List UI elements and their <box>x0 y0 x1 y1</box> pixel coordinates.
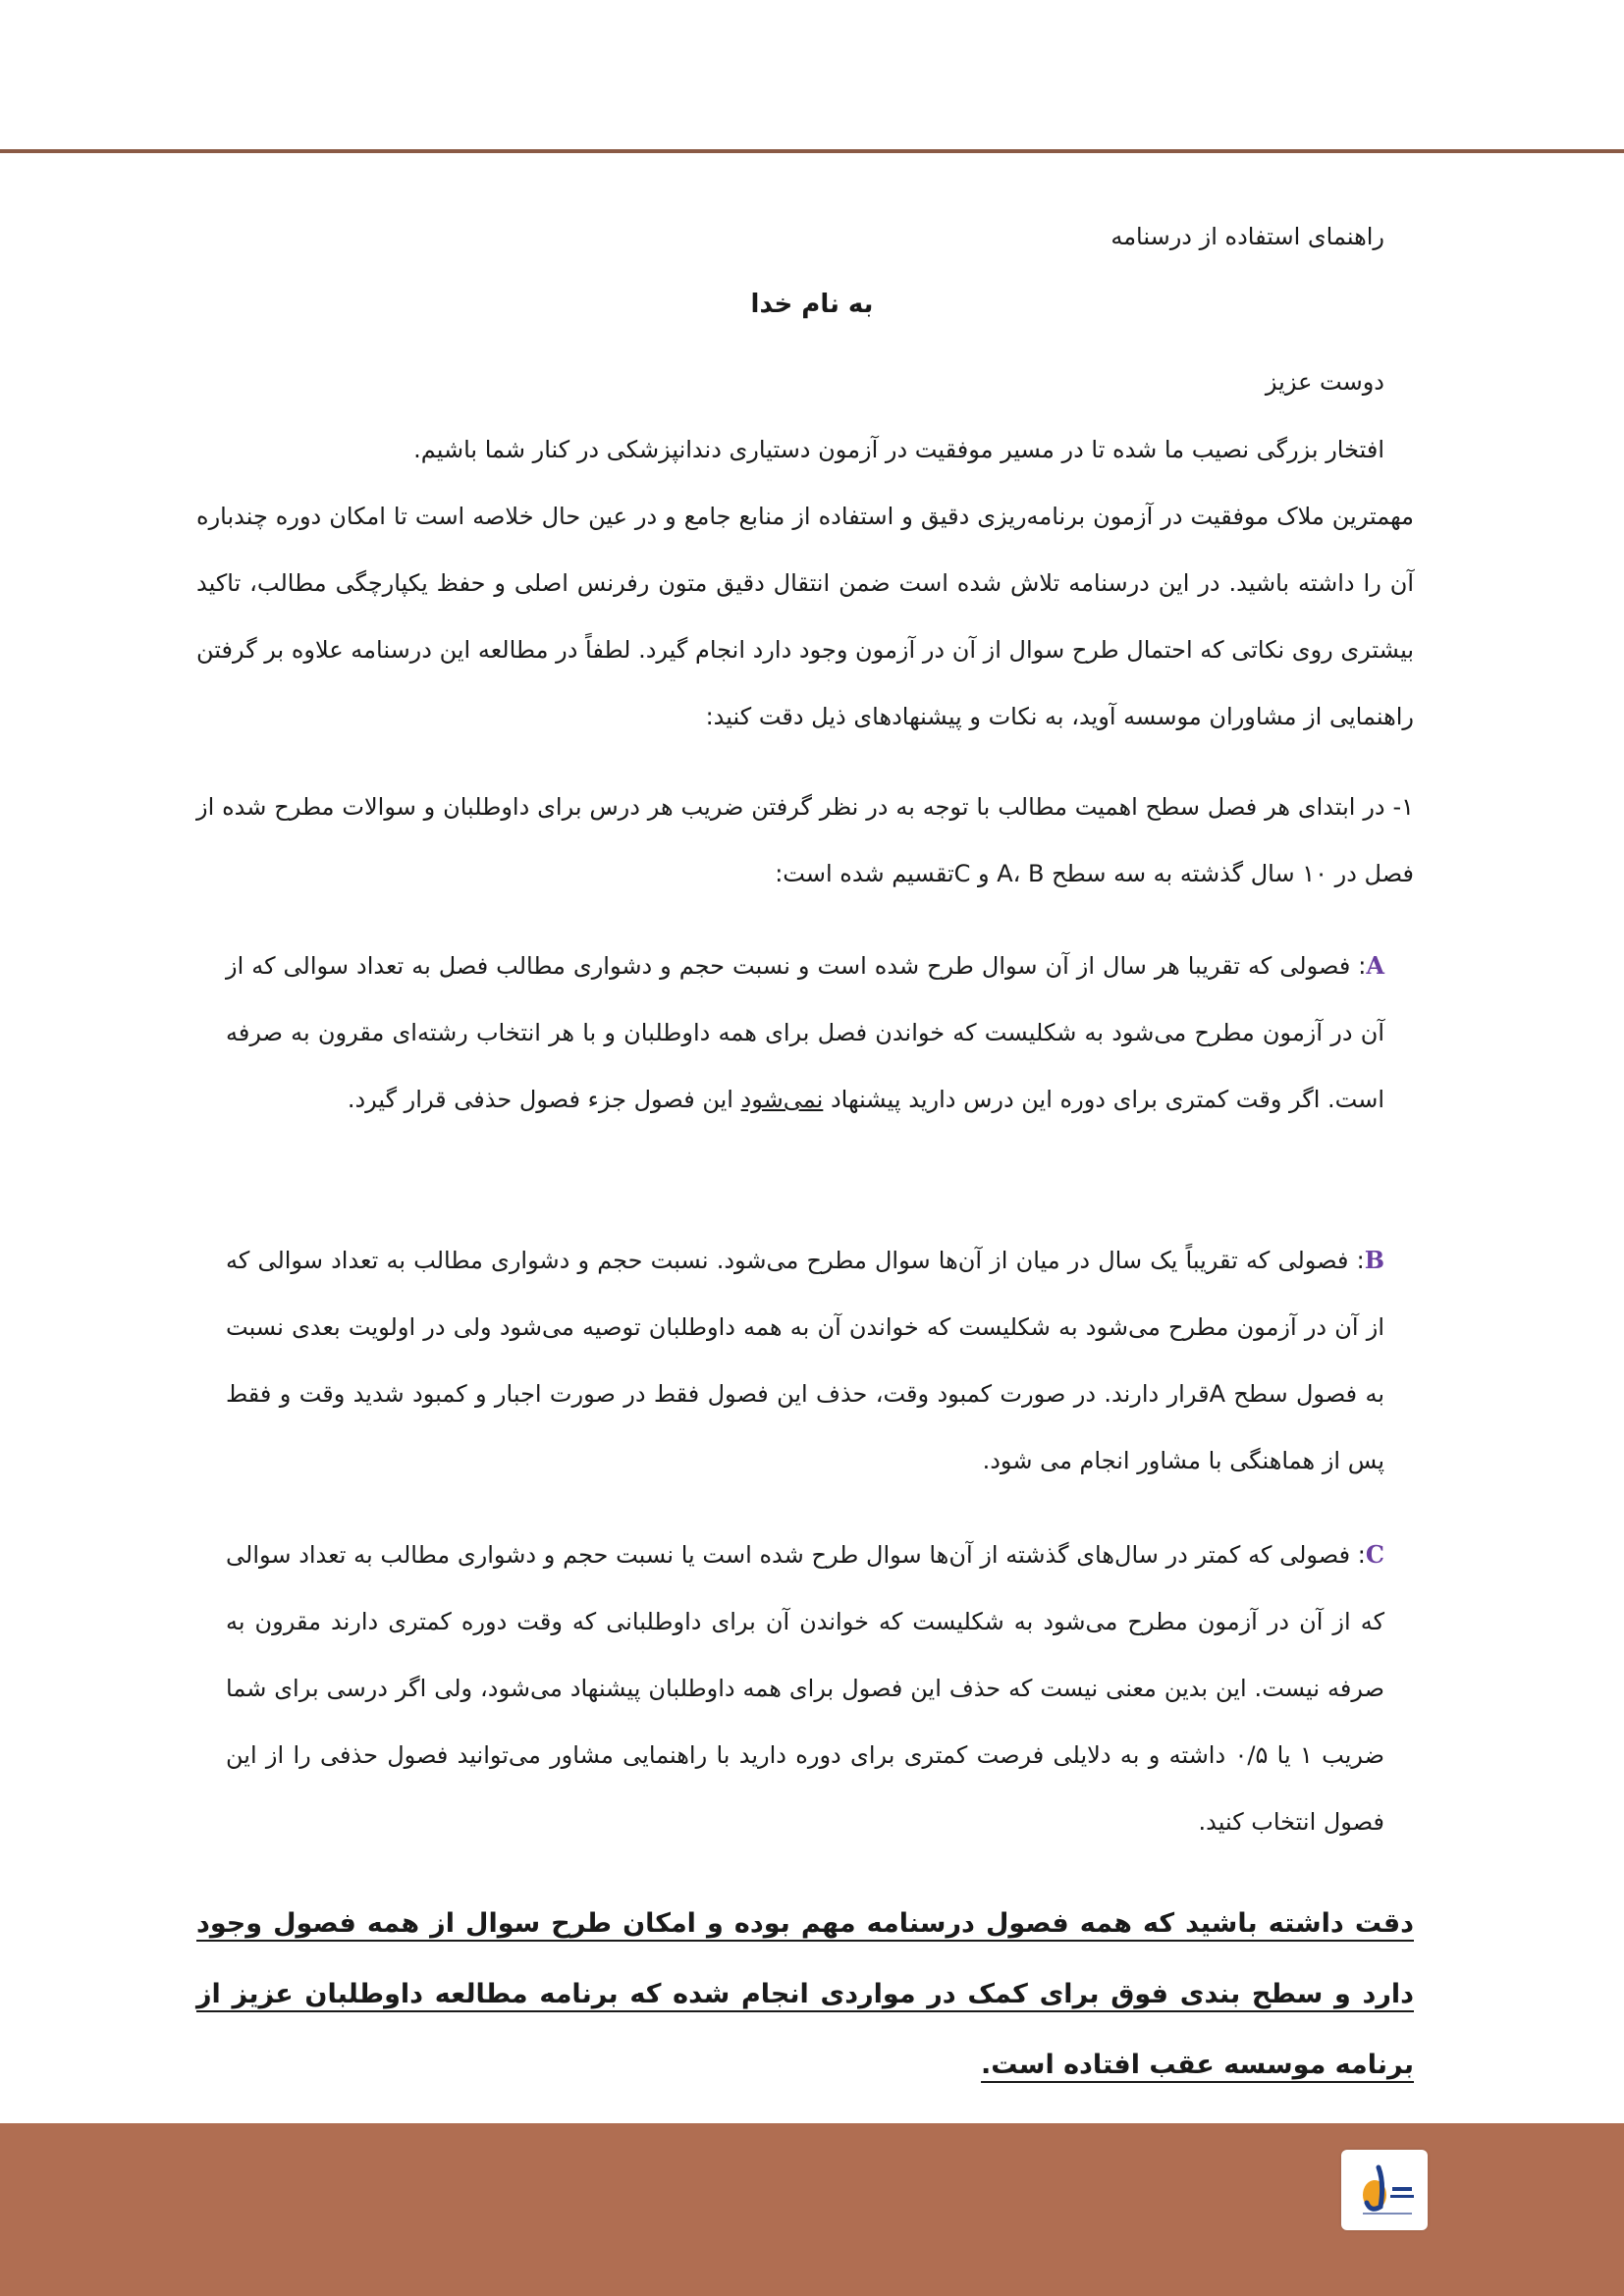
level-b-paragraph <box>226 1227 1384 1494</box>
logo-graphic <box>1341 2150 1428 2230</box>
avid-logo-icon <box>1341 2150 1428 2230</box>
level-c-letter: C <box>1365 1540 1384 1569</box>
level-a-text: : فصولی که تقریبا هر سال از آن سوال طرح شده است و نسبت حجم و دشواری مطالب فصل به تعداد سوالی که از آن در آزمون مطرح می‌شود به شکلیست که خواندن فصل برای همه داوطلبان و با هر انتخاب رشته‌ای مقرون به صرفه است. اگر وقت کمتری برای دوره این درس دارید پیشنهاد <box>226 952 1384 1113</box>
level-a-letter: A <box>1366 951 1384 980</box>
level-a-text-end: این فصول جزء فصول حذفی قرار گیرد. <box>347 1086 741 1113</box>
level-a-underlined: نمی‌شود <box>740 1086 824 1113</box>
greeting: دوست عزیز <box>1265 368 1384 396</box>
level-b-letter: B <box>1364 1246 1384 1274</box>
level-c-text: : فصولی که کمتر در سال‌های گذشته از آن‌ها سوال طرح شده است یا نسبت حجم و دشواری مطالب به تعداد سوالی که از آن در آزمون مطرح می‌شود به شکلیست که خواندن آن برای داوطلبانی که وقت دوره کمتری دارند مقرون به صرفه نیست. این بدین معنی نیست که حذف این فصول برای همه داوطلبان پیشنهاد می‌شود، ولی اگر درسی برای شما ضریب ۱ یا ۰/۵ داشته و به دلایلی فرصت کمتری برای دوره دارید با راهنمایی مشاور می‌توانید فصول حذفی را از این فصول انتخاب کنید. <box>226 1541 1384 1836</box>
final-note-text: دقت داشته باشید که همه فصول درسنامه مهم بوده و امکان طرح سوال از همه فصول وجود دارد و سطح بندی فوق برای کمک در مواردی انجام شده که برنامه مطالعه داوطلبان عزیز از برنامه موسسه عقب افتاده است. <box>196 1908 1414 2080</box>
intro-paragraph-1: افتخار بزرگی نصیب ما شده تا در مسیر موفقیت در آزمون دستیاری دندانپزشکی در کنار شما باشیم. <box>413 436 1384 463</box>
intro-paragraph-2: مهمترین ملاک موفقیت در آزمون برنامه‌ریزی دقیق و استفاده از منابع جامع و در عین حال خلاصه است تا امکان دوره چندباره آن را داشته باشید. در این درسنامه تلاش شده است ضمن انتقال دقیق متون رفرنس اصلی و حفظ یکپارچگی مطالب، تاکید بیشتری روی نکاتی که احتمال طرح سوال از آن در آزمون وجود دارد انجام گیرد. لطفاً در مطالعه این درسنامه علاوه بر گرفتن راهنمایی از مشاوران موسسه آوید، به نکات و پیشنهادهای ذیل دقت کنید: <box>196 503 1414 730</box>
level-a-paragraph <box>226 933 1384 1133</box>
level-b-text: : فصولی که تقریباً یک سال در میان از آن‌ها سوال مطرح می‌شود. نسبت حجم و دشواری مطالب به تعداد سوالی که از آن در آزمون مطرح می‌شود به شکلیست که خواندن آن به همه داوطلبان توصیه می‌شود ولی در اولویت بعدی نسبت به فصول سطح Aقرار دارند. در صورت کمبود وقت، حذف این فصول فقط در صورت اجبار و کمبود شدید وقت و فقط پس از هماهنگی با مشاور انجام می شود. <box>226 1247 1384 1474</box>
basmala-heading: به نام خدا <box>750 290 874 319</box>
final-note <box>196 1889 1414 2101</box>
header-rule <box>0 149 1624 153</box>
document-header-title: راهنمای استفاده از درسنامه <box>1110 223 1384 250</box>
numbered-item-1: ۱- در ابتدای هر فصل سطح اهمیت مطالب با توجه به در نظر گرفتن ضریب هر درس برای داوطلبان و سوالات مطرح شده از فصل در ۱۰ سال گذشته به سه سطح A، B و Cتقسیم شده است: <box>196 793 1414 887</box>
level-c-paragraph <box>226 1522 1384 1855</box>
